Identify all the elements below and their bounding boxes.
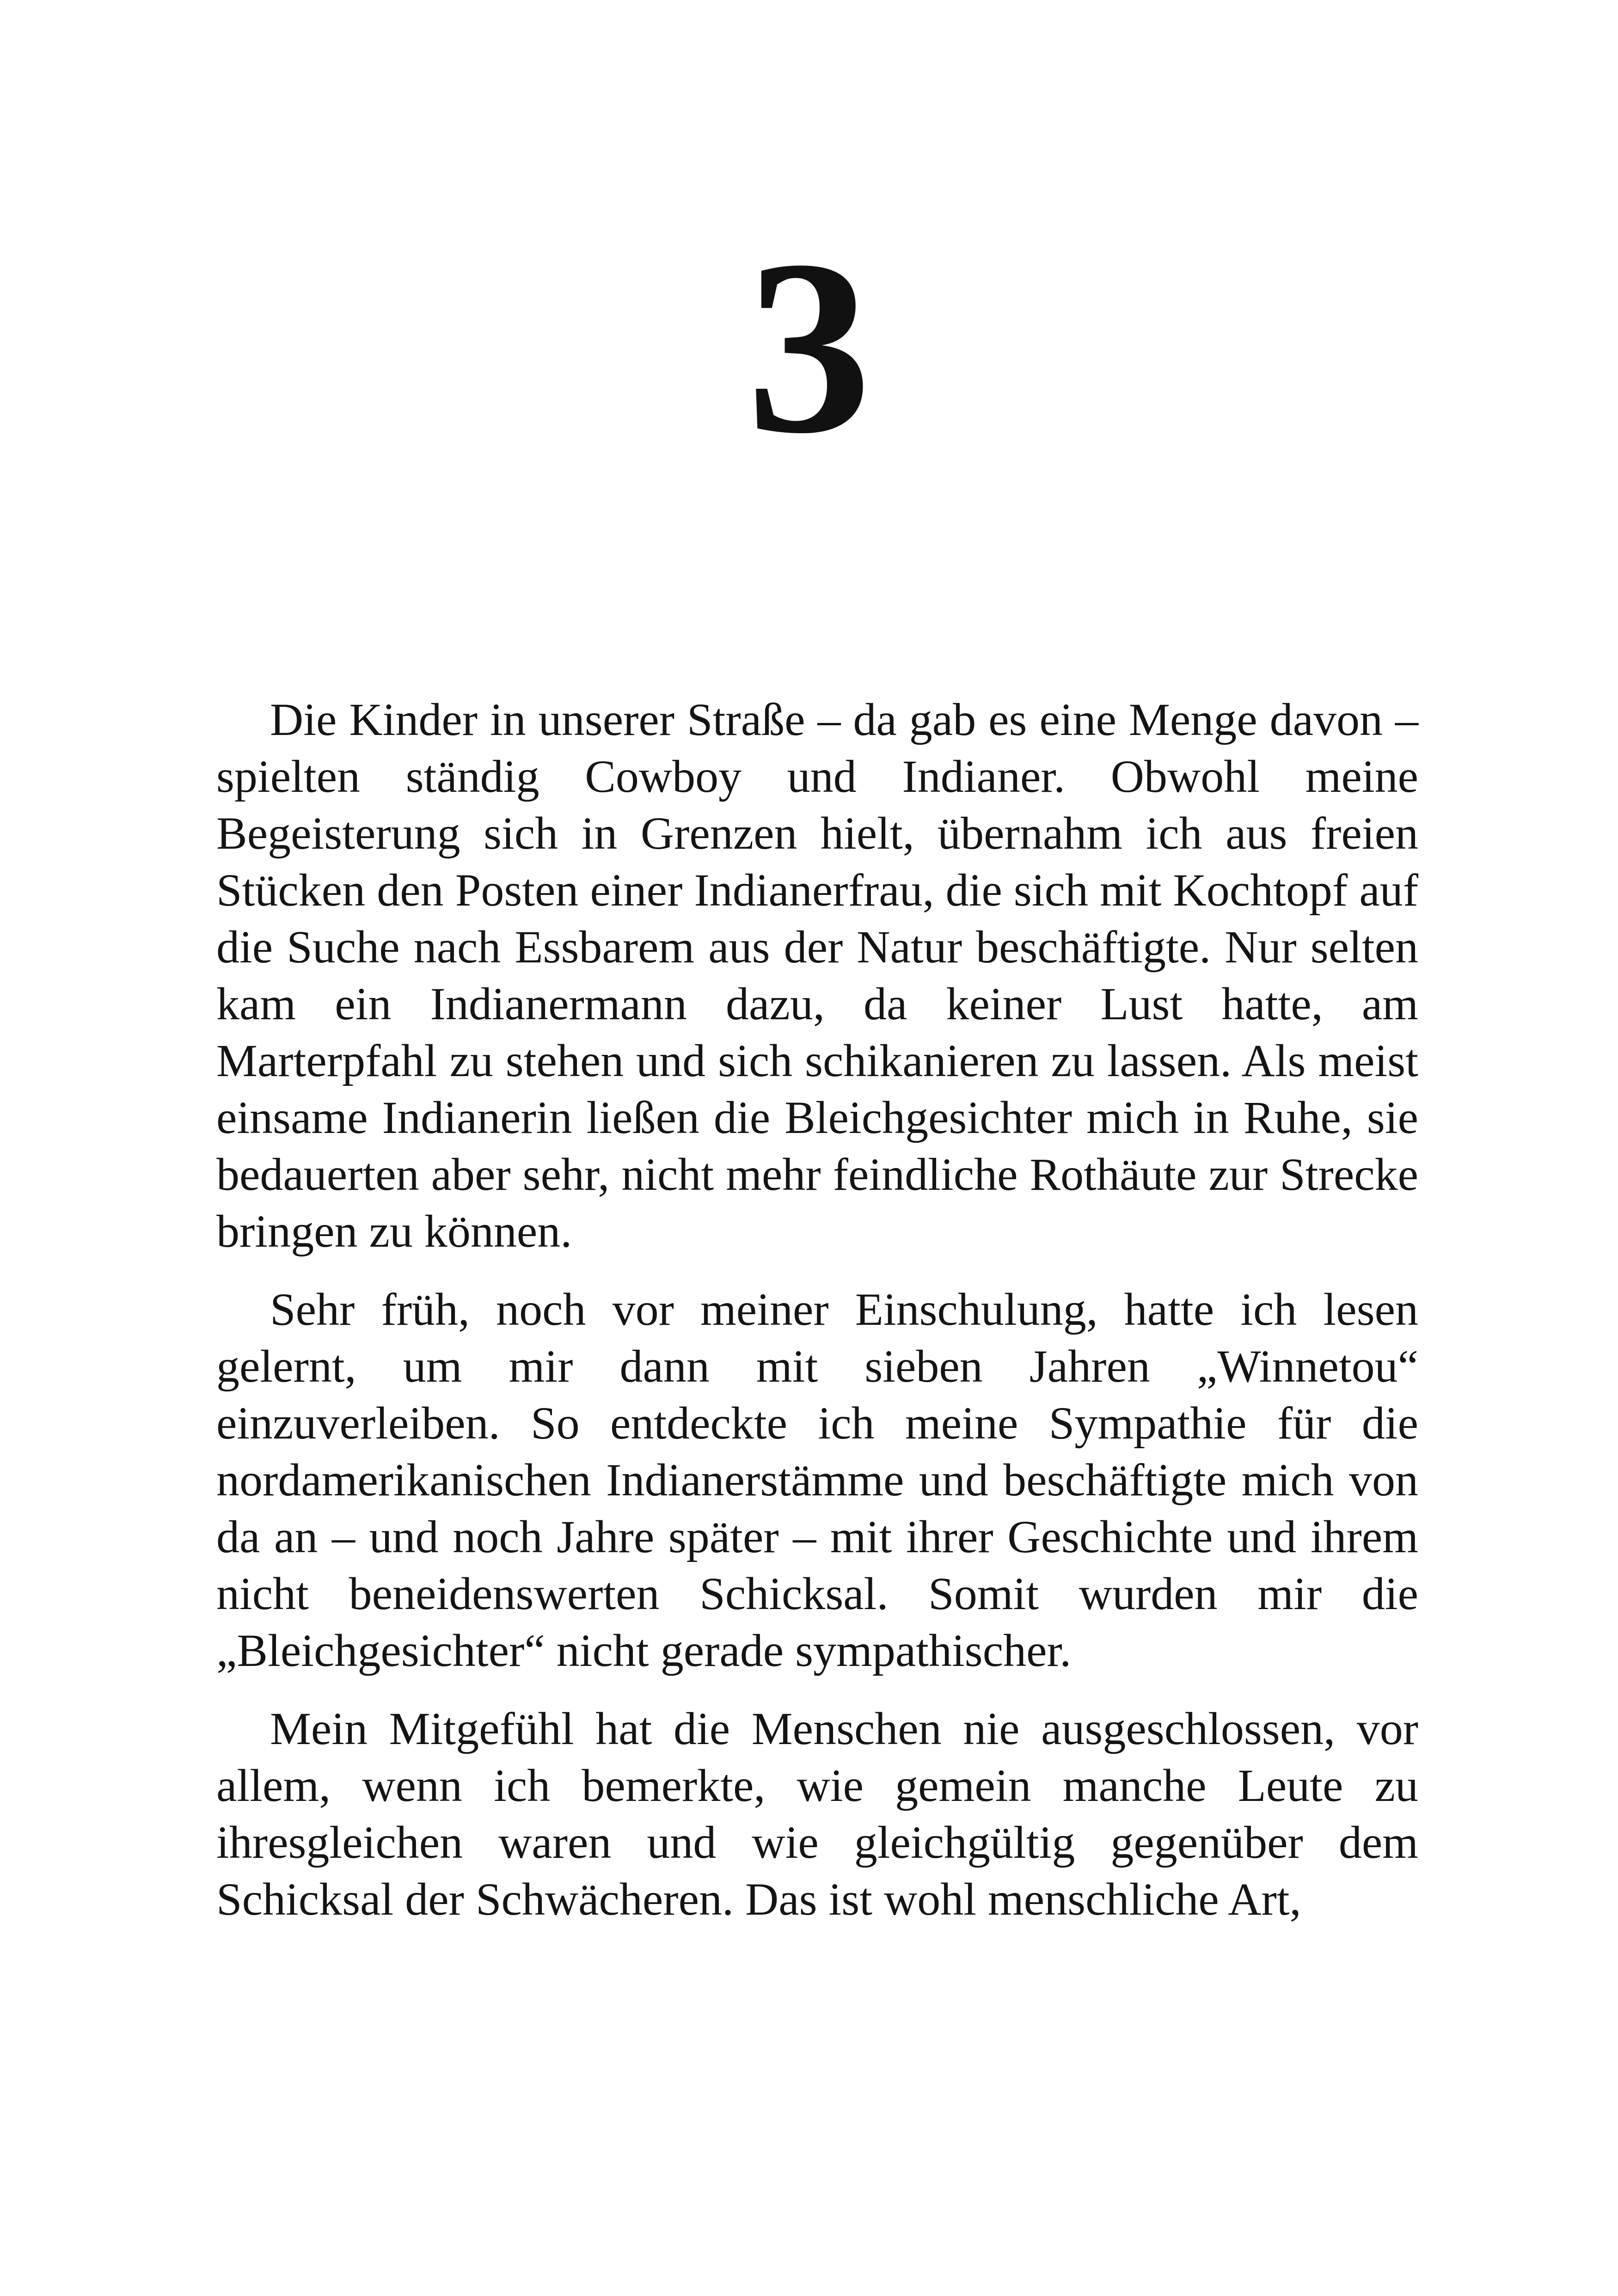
paragraph-1: Die Kinder in unserer Straße – da gab es eine Menge davon – spielten ständig Cowboy und Indianer. Obwohl meine Begeisterung sich in Grenzen hielt, übernahm ich aus freien Stücken den Posten einer Indianerfrau, die sich mit Kochtopf auf die Suche nach Essbarem aus der Natur beschäftigte. Nur selten kam ein Indianermann dazu, da keiner Lust hatte, am Marterpfahl zu stehen und sich schikanieren zu lassen. Als meist einsame Indianerin ließen die Bleichgesichter mich in Ruhe, sie bedauerten aber sehr, nicht mehr feindliche Rothäute zur Strecke bringen zu können. xyxy=(216,694,1418,1257)
chapter-body xyxy=(216,691,1418,1949)
paragraph-2: Sehr früh, noch vor meiner Einschulung, hatte ich lesen gelernt, um mir dann mit sieben Jahren „Winnetou“ einzuverleiben. So entdeckte ich meine Sympathie für die nordamerikanischen Indianerstämme und beschäftigte mich von da an – und noch Jahre später – mit ihrer Geschichte und ihrem nicht beneidenswerten Schicksal. Somit wurden mir die „Bleichgesichter“ nicht gerade sympathischer. xyxy=(216,1284,1418,1676)
chapter-number: 3 xyxy=(747,208,871,485)
paragraph-3: Mein Mitgefühl hat die Menschen nie ausgeschlossen, vor allem, wenn ich bemerkte, wie gemein manche Leute zu ihresgleichen waren und wie gleichgültig gegenüber dem Schicksal der Schwächeren. Das ist wohl menschliche Art, xyxy=(216,1703,1418,1925)
